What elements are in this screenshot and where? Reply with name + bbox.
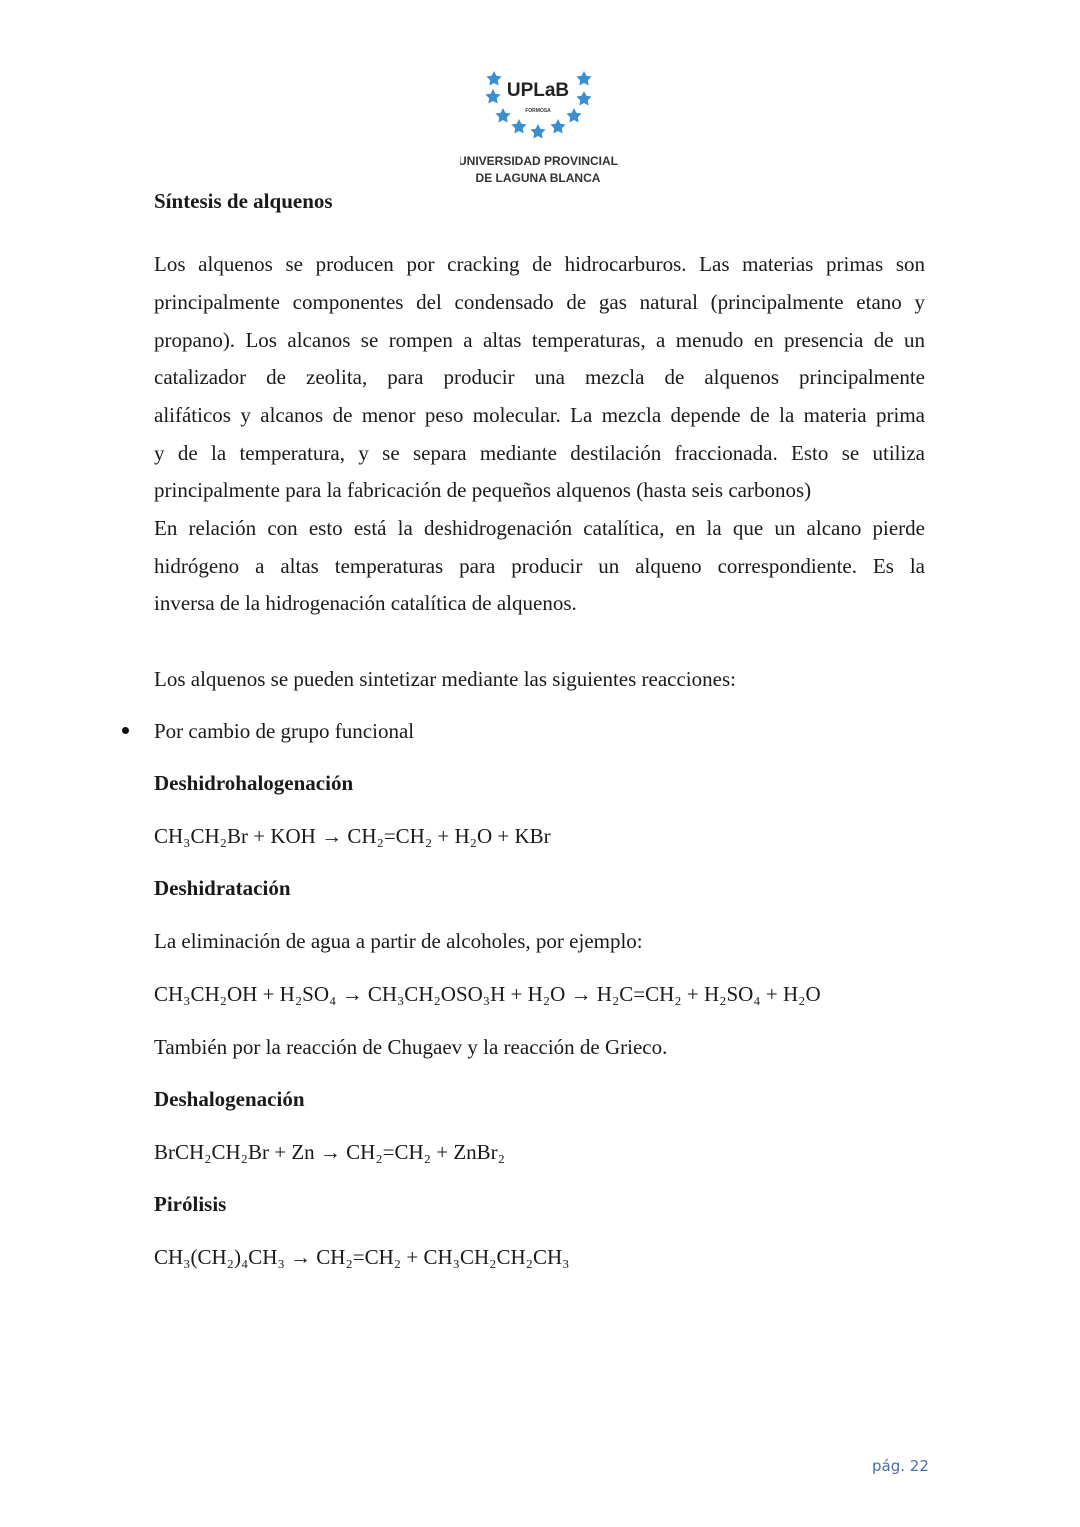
- intro-line: catalizador de zeolita, para producir una mezcla de alquenos principalmente: [154, 365, 925, 389]
- university-name-line1: UNIVERSIDAD PROVINCIAL: [460, 154, 619, 168]
- intro-line: alifáticos y alcanos de menor peso molecular. La mezcla depende de la materia prima: [154, 403, 925, 427]
- reactions-intro: Los alquenos se pueden sintetizar mediante las siguientes reacciones:: [154, 667, 736, 691]
- logo-text: UPLaB: [506, 80, 570, 101]
- deshalogenacion-equation: BrCH₂CH₂Br + Zn → CH₂=CH₂ + ZnBr₂: [154, 1140, 505, 1164]
- intro-line: inversa de la hidrogenación catalítica de alquenos.: [154, 591, 577, 615]
- deshidratacion-equation: CH₃CH₂OH + H₂SO₄ → CH₃CH₂OSO₃H + H₂O → H₂C=CH₂ + H₂SO₄ + H₂O: [154, 982, 821, 1006]
- deshalogenacion-title: Deshalogenación: [154, 1087, 305, 1111]
- intro-line: y de la temperatura, y se separa mediante destilación fraccionada. Esto se utiliza: [154, 441, 925, 465]
- deshidrohalogenacion-title: Deshidrohalogenación: [154, 771, 354, 795]
- intro-line: propano). Los alcanos se rompen a altas temperaturas, a menudo en presencia de un: [154, 328, 925, 352]
- deshidratacion-note: También por la reacción de Chugaev y la reacción de Grieco.: [154, 1035, 668, 1059]
- pirolisis-equation: CH₃(CH₂)₄CH₃ → CH₂=CH₂ + CH₃CH₂CH₂CH₃: [154, 1245, 570, 1269]
- logo-subtext: FORMOSA: [525, 108, 551, 114]
- university-name-line2: DE LAGUNA BLANCA: [475, 171, 601, 185]
- bullet-item: Por cambio de grupo funcional: [154, 719, 415, 743]
- deshidrohalogenacion-equation: CH₃CH₂Br + KOH → CH₂=CH₂ + H₂O + KBr: [154, 824, 551, 848]
- page-number: pág. 22: [872, 1457, 929, 1475]
- intro-line: hidrógeno a altas temperaturas para producir un alqueno correspondiente. Es la: [154, 554, 925, 578]
- intro-line: Los alquenos se producen por cracking de hidrocarburos. Las materias primas son: [154, 252, 925, 276]
- university-logo: [460, 65, 620, 190]
- intro-line: principalmente componentes del condensado de gas natural (principalmente etano y: [154, 290, 925, 314]
- intro-line: En relación con esto está la deshidrogenación catalítica, en la que un alcano pierde: [154, 516, 925, 540]
- section-title: Síntesis de alquenos: [154, 189, 333, 213]
- pirolisis-title: Pirólisis: [154, 1192, 227, 1216]
- intro-line: principalmente para la fabricación de pequeños alquenos (hasta seis carbonos): [154, 478, 812, 502]
- deshidratacion-title: Deshidratación: [154, 876, 291, 900]
- stars-logo-icon: [460, 65, 620, 190]
- bullet-icon: [122, 727, 129, 734]
- deshidratacion-text: La eliminación de agua a partir de alcoholes, por ejemplo:: [154, 929, 643, 953]
